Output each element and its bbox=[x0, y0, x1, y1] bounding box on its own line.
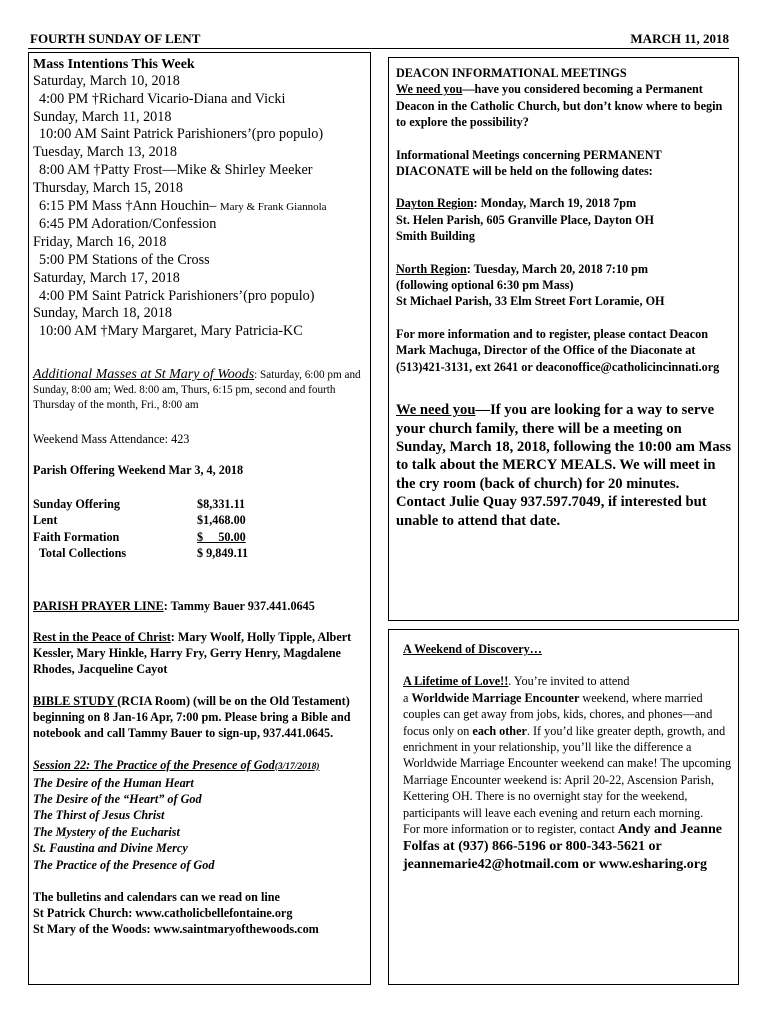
additional-masses-text: : Saturday, 6:00 pm and Sunday, 8:00 am; Wed. 8:00 am, Thurs, 6:15 pm, second and fourth Thursday of the month, Fri., 8:00 am bbox=[33, 368, 361, 411]
deacon-info: Informational Meetings concerning PERMANENT DIACONATE will be held on the following dates: bbox=[396, 147, 662, 179]
mercy-need-label: We need you bbox=[396, 402, 476, 419]
right-top-box bbox=[388, 57, 739, 621]
mass-intentions-title: Mass Intentions This Week bbox=[33, 57, 195, 72]
intention-line bbox=[33, 234, 367, 252]
session-title-text: Session 22: The Practice of the Presence of God bbox=[33, 757, 275, 772]
discovery-a: a bbox=[403, 690, 412, 705]
offering-row bbox=[33, 545, 248, 561]
intention-line-text: Thursday, March 15, 2018 bbox=[33, 179, 183, 196]
each-other: each other bbox=[472, 723, 527, 738]
prayer-line-text: : Tammy Bauer 937.441.0645 bbox=[163, 598, 315, 613]
discovery-contact bbox=[403, 821, 732, 873]
intention-line bbox=[33, 126, 367, 144]
page-date: MARCH 11, 2018 bbox=[630, 31, 729, 46]
lifetime-love-label: A Lifetime of Love!! bbox=[403, 674, 509, 689]
offering-label: Lent bbox=[33, 513, 58, 528]
mass-attendance: Weekend Mass Attendance: 423 bbox=[33, 431, 190, 446]
north-mass: (following optional 6:30 pm Mass) bbox=[396, 278, 574, 293]
dayton-region-label: Dayton Region bbox=[396, 196, 474, 211]
bulletins-intro: The bulletins and calendars can we read on line bbox=[33, 890, 280, 905]
mass-intentions-list bbox=[33, 73, 367, 341]
prayer-line-label: PARISH PRAYER LINE bbox=[33, 598, 164, 613]
dayton-address: St. Helen Parish, 605 Granville Place, Dayton OH bbox=[396, 212, 654, 227]
intention-line bbox=[33, 180, 367, 198]
offering-value: $1,468.00 bbox=[197, 513, 246, 528]
intention-line bbox=[33, 216, 367, 234]
discovery-contact-text: For more information or to register, contact bbox=[403, 822, 618, 837]
intention-line-text: 4:00 PM Saint Patrick Parishioners’(pro populo) bbox=[39, 287, 315, 304]
header-divider bbox=[28, 48, 729, 49]
intention-line bbox=[33, 162, 367, 180]
intention-line-text: 6:45 PM Adoration/Confession bbox=[39, 216, 217, 233]
discovery-title: A Weekend of Discovery… bbox=[403, 642, 542, 656]
mercy-meals-notice bbox=[396, 401, 732, 530]
intention-line-text: Sunday, March 18, 2018 bbox=[33, 305, 172, 322]
north-region-label: North Region bbox=[396, 261, 467, 276]
intention-line-text: Tuesday, March 13, 2018 bbox=[33, 144, 177, 161]
session-item: The Mystery of the Eucharist bbox=[33, 824, 180, 839]
offering-value: $ 9,849.11 bbox=[197, 546, 249, 561]
offering-row bbox=[33, 512, 248, 528]
intention-line-text: 10:00 AM †Mary Margaret, Mary Patricia-KC bbox=[39, 323, 303, 340]
intention-line-text: Saturday, March 17, 2018 bbox=[33, 269, 180, 286]
bulletins-st-mary: St Mary of the Woods: www.saintmaryofthewoods.com bbox=[33, 922, 319, 937]
prayer-line bbox=[33, 598, 367, 614]
offering-title: Parish Offering Weekend Mar 3, 4, 2018 bbox=[33, 462, 244, 477]
intention-line-text: 4:00 PM †Richard Vicario-Diana and Vicki bbox=[39, 90, 286, 107]
intention-line bbox=[33, 270, 367, 288]
deacon-need-text: —have you considered becoming a Permanent Deacon in the Catholic Church, but don’t know where to begin to explore the possibility? bbox=[396, 82, 723, 130]
intention-line bbox=[33, 91, 367, 109]
intention-line-text: Sunday, March 11, 2018 bbox=[33, 108, 172, 125]
intention-line-text: 6:15 PM Mass †Ann Houchin– bbox=[39, 197, 220, 214]
offering-row bbox=[33, 496, 248, 512]
discovery-intro bbox=[403, 673, 732, 689]
dayton-region bbox=[396, 195, 732, 211]
bible-study-text: (RCIA Room) (will be on the Old Testament) beginning on 8 Jan-16 Apr, 7:00 pm. Please bring a Bible and notebook and call Tammy Bauer to sign-up, 937.441.0645. bbox=[33, 693, 351, 740]
dayton-building: Smith Building bbox=[396, 229, 475, 244]
north-address: St Michael Parish, 33 Elm Street Fort Loramie, OH bbox=[396, 294, 665, 309]
intention-line-text: 5:00 PM Stations of the Cross bbox=[39, 251, 210, 268]
additional-masses-label: Additional Masses at St Mary of Woods bbox=[33, 366, 255, 382]
intention-line bbox=[33, 109, 367, 127]
discovery-text2: . If you’d like greater depth, growth, and enrichment in your relationship, you’ll like the difference a Worldwide Marriage Encounter weekend can make! The upcoming Marriage Encounter weekend is: April 20-22, Ascension Parish, Kettering OH. There is no overnight stay for the weekend, participants will leave each evening and return each morning. bbox=[403, 723, 732, 820]
left-column bbox=[28, 52, 371, 985]
intention-line-text: 10:00 AM Saint Patrick Parishioners’(pro populo) bbox=[39, 126, 324, 143]
intention-line bbox=[33, 305, 367, 323]
bible-study-label: BIBLE STUDY bbox=[33, 693, 118, 708]
deacon-need bbox=[396, 81, 732, 130]
session-date: (3/17/2018) bbox=[274, 761, 320, 772]
right-bottom-box bbox=[388, 629, 739, 985]
intention-line bbox=[33, 144, 367, 162]
rest-in-peace bbox=[33, 629, 367, 677]
intention-line bbox=[33, 198, 367, 217]
north-region bbox=[396, 261, 732, 277]
session-item: The Thirst of Jesus Christ bbox=[33, 808, 165, 823]
mercy-need-text: —If you are looking for a way to serve your church family, there will be a meeting on Sunday, March 18, 2018, following the 10:00 am Mass to talk about the MERCY MEALS. We will meet in the cry room (back of church) for 20 minutes. Contact Julie Quay 937.597.7049, if interested but unable to attend that date. bbox=[396, 402, 732, 529]
session-item: The Desire of the “Heart” of God bbox=[33, 791, 202, 806]
intention-line bbox=[33, 73, 367, 91]
rest-in-peace-label: Rest in the Peace of Christ bbox=[33, 629, 171, 644]
session-list bbox=[33, 775, 367, 873]
session-item: St. Faustina and Divine Mercy bbox=[33, 841, 188, 856]
intention-line-small: Mary & Frank Giannola bbox=[219, 200, 327, 213]
intention-line bbox=[33, 252, 367, 270]
additional-masses bbox=[33, 367, 367, 413]
session-item: The Desire of the Human Heart bbox=[33, 775, 194, 790]
discovery-contact-bold: Andy and Jeanne Folfas at (937) 866-5196 or 800-343-5621 or jeannemarie42@hotmail.com or www.esharing.org bbox=[403, 822, 723, 872]
north-region-text: : Tuesday, March 20, 2018 7:10 pm bbox=[466, 261, 649, 276]
intention-line-text: Friday, March 16, 2018 bbox=[33, 234, 167, 251]
page-title: FOURTH SUNDAY OF LENT bbox=[30, 31, 201, 46]
intention-line bbox=[33, 288, 367, 306]
bulletins-st-patrick: St Patrick Church: www.catholicbellefontaine.org bbox=[33, 906, 293, 921]
offering-value: $ 50.00 bbox=[197, 529, 246, 544]
session-item: The Practice of the Presence of God bbox=[33, 857, 215, 872]
discovery-text1: weekend, where married couples can get away from jobs, kids, chores, and phones—and focus only on bbox=[403, 690, 713, 738]
wwme-name: Worldwide Marriage Encounter bbox=[411, 690, 580, 705]
intention-line-text: 8:00 AM †Patty Frost—Mike & Shirley Meeker bbox=[39, 161, 313, 178]
deacon-need-label: We need you bbox=[396, 82, 463, 97]
offering-value: $8,331.11 bbox=[197, 496, 246, 511]
offering-label: Total Collections bbox=[33, 546, 127, 561]
dayton-region-text: : Monday, March 19, 2018 7pm bbox=[473, 196, 637, 211]
bible-study bbox=[33, 693, 367, 741]
offering-row bbox=[33, 529, 248, 545]
session-title bbox=[33, 757, 367, 775]
rest-in-peace-text: : Mary Woolf, Holly Tipple, Albert Kessler, Mary Hinkle, Harry Fry, Gerry Henry, Magdalene Rhodes, Jacqueline Cayot bbox=[33, 629, 352, 676]
offering-label: Faith Formation bbox=[33, 529, 120, 544]
discovery-body bbox=[403, 690, 732, 821]
intention-line bbox=[33, 323, 367, 341]
intention-line-text: Saturday, March 10, 2018 bbox=[33, 73, 180, 89]
deacon-title: DEACON INFORMATIONAL MEETINGS bbox=[396, 66, 627, 80]
offering-table bbox=[33, 496, 248, 562]
offering-label: Sunday Offering bbox=[33, 496, 121, 511]
deacon-contact: For more information and to register, please contact Deacon Mark Machuga, Director of the Office of the Diaconate at (513)421-3131, ext 2641 or deaconoffice@catholicincinnati.org bbox=[396, 326, 720, 374]
lifetime-love-text: . You’re invited to attend bbox=[508, 674, 630, 689]
